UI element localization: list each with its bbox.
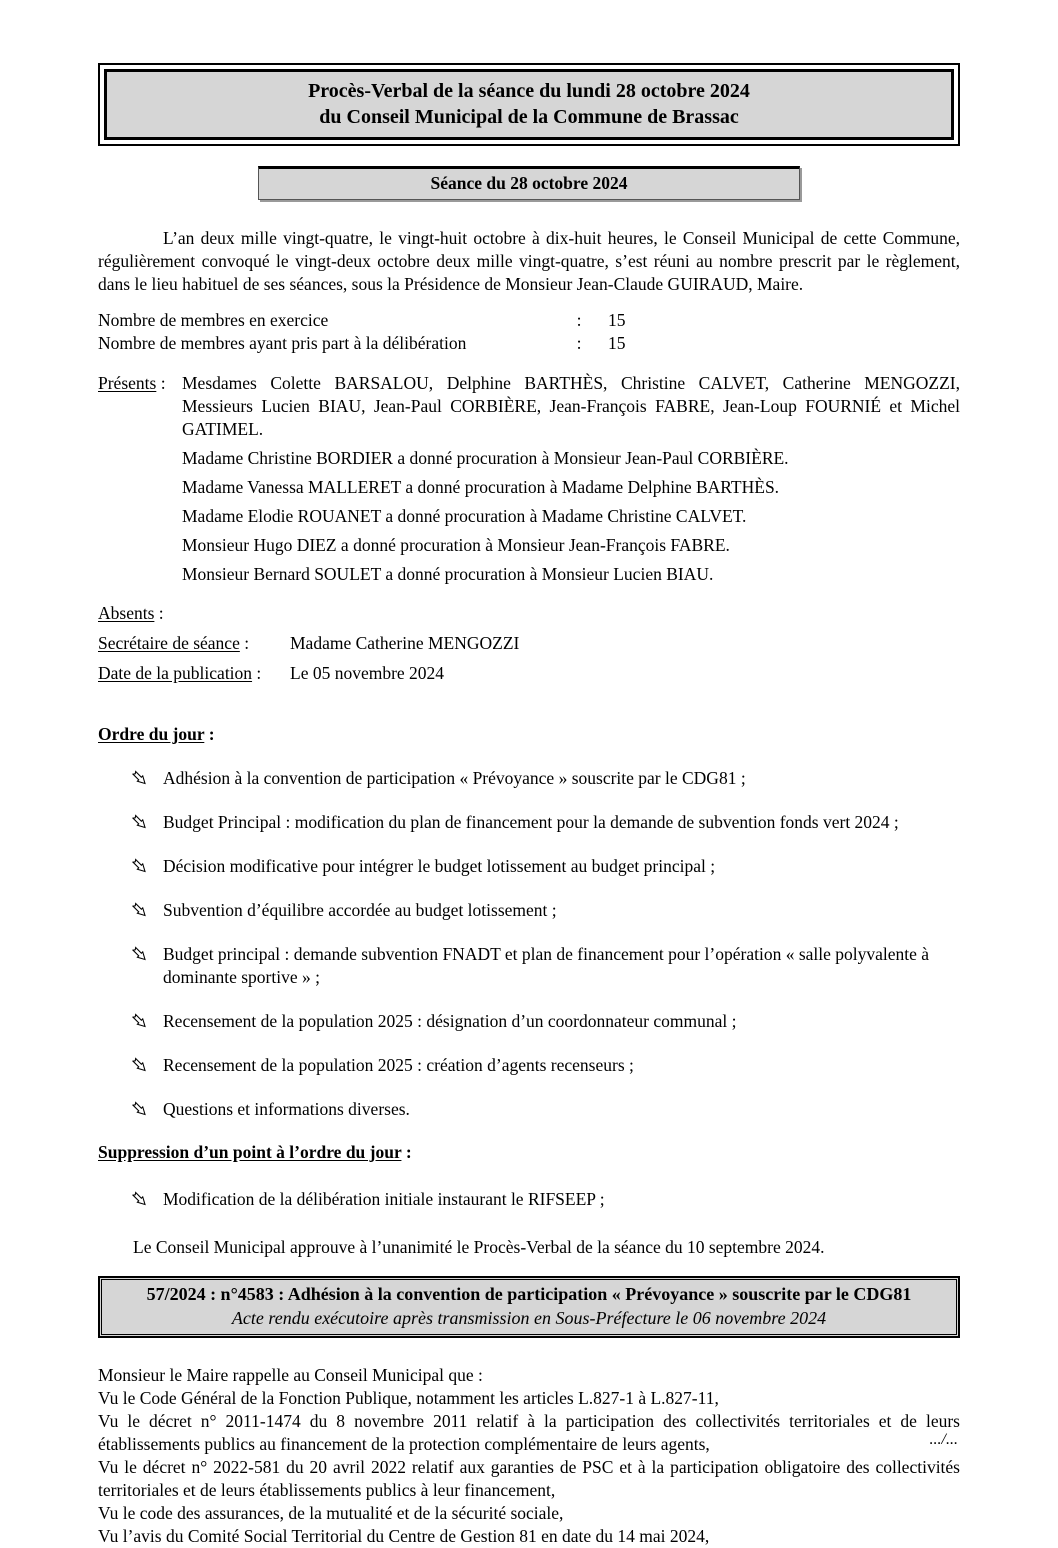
deliberation-title: 57/2024 : n°4583 : Adhésion à la convention de participation « Prévoyance » souscrite par le CDG81 [146,1284,912,1304]
suppression-item-text: Modification de la délibération initiale instaurant le RIFSEEP ; [163,1189,605,1209]
publication-value: Le 05 novembre 2024 [290,663,445,683]
page-continuation-mark: .../... [929,1431,958,1448]
agenda-item-text: Budget principal : demande subvention FNADT et plan de financement pour l’opération « salle polyvalente à dominante sportive » ; [163,944,930,987]
title-box [98,63,960,146]
agenda-item [98,1010,960,1033]
title-box-content [104,69,954,140]
publication-label-wrap [98,662,290,685]
publication-colon: : [252,663,262,683]
presents-names: Mesdames Colette BARSALOU, Delphine BARTHÈS, Christine CALVET, Catherine MENGOZZI, Messieurs Lucien BIAU, Jean-Paul CORBIÈRE, Jean-François FABRE, Jean-Loup FOURNIÉ et Michel GATIMEL. [182,373,960,439]
publication-label: Date de la publication [98,663,253,683]
agenda-heading [98,723,960,746]
hook-arrow-bullet-icon [131,945,147,962]
legal-line: Vu l’avis du Comité Social Territorial du Centre de Gestion 81 en date du 14 mai 2024, [98,1526,710,1546]
secretary-colon: : [239,633,250,653]
publication-date-row [98,662,960,685]
presents-label-text: Présents [98,373,157,393]
agenda-item [98,899,960,922]
suppression-heading-colon: : [401,1142,412,1162]
secretary-label-wrap [98,632,290,655]
members-in-office-row [98,309,960,332]
members-in-office-value: 15 [608,310,626,330]
legal-line: Vu le Code Général de la Fonction Publique, notamment les articles L.827-1 à L.827-11, [98,1388,719,1408]
agenda-item-text: Décision modificative pour intégrer le budget lotissement au budget principal ; [163,856,716,876]
document-title-line1: Procès-Verbal de la séance du lundi 28 octobre 2024 [308,80,750,102]
deliberation-banner [98,1276,960,1338]
agenda-item-text: Recensement de la population 2025 : désignation d’un coordonnateur communal ; [163,1011,737,1031]
agenda-item [98,855,960,878]
agenda-heading-text: Ordre du jour [98,724,205,744]
legal-line: Vu le décret n° 2022-581 du 20 avril 2022 relatif aux garanties de PSC et à la participation obligatoire des collectivités territoriales et de leurs établissements publics à leur financement, [98,1457,960,1500]
hook-arrow-bullet-icon [131,813,147,830]
session-date-banner: Séance du 28 octobre 2024 [258,166,800,200]
deliberation-subtitle: Acte rendu exécutoire après transmission en Sous-Préfecture le 06 novembre 2024 [231,1308,827,1328]
suppression-heading-text: Suppression d’un point à l’ordre du jour [98,1142,402,1162]
deliberation-banner-content [101,1279,957,1335]
colon-separator: : [576,310,582,330]
procuration-line: Madame Christine BORDIER a donné procuration à Monsieur Jean-Paul CORBIÈRE. [182,448,789,468]
agenda-list [98,767,960,1121]
hook-arrow-bullet-icon [131,769,147,786]
agenda-item [98,1054,960,1077]
presents-label [98,372,182,586]
agenda-item-text: Recensement de la population 2025 : création d’agents recenseurs ; [163,1055,634,1075]
hook-arrow-bullet-icon [131,1012,147,1029]
legal-line: Vu le code des assurances, de la mutualité et de la sécurité sociale, [98,1503,564,1523]
agenda-item-text: Subvention d’équilibre accordée au budget lotissement ; [163,900,557,920]
hook-arrow-bullet-icon [131,857,147,874]
secretary-row [98,632,960,655]
absents-row [98,602,960,625]
hook-arrow-bullet-icon [131,901,147,918]
hook-arrow-bullet-icon [131,1056,147,1073]
intro-paragraph: L’an deux mille vingt-quatre, le vingt-huit octobre à dix-huit heures, le Conseil Municipal de cette Commune, régulièrement convoqué le vingt-deux octobre deux mille vingt-quatre, s’est réuni au nombre prescrit par le règlement, dans le lieu habituel de ses séances, sous la Présidence de Monsieur Jean-Claude GUIRAUD, Maire. [98,228,960,294]
presents-label-colon: : [156,373,166,393]
agenda-item [98,1098,960,1121]
legal-block [98,1364,960,1548]
document-title-line2: du Conseil Municipal de la Commune de Brassac [319,106,739,128]
procuration-line: Madame Elodie ROUANET a donné procuration à Madame Christine CALVET. [182,506,747,526]
agenda-item [98,811,960,834]
procuration-line: Monsieur Hugo DIEZ a donné procuration à Monsieur Jean-François FABRE. [182,535,730,555]
procuration-line: Monsieur Bernard SOULET a donné procuration à Monsieur Lucien BIAU. [182,564,714,584]
secretary-label: Secrétaire de séance [98,633,240,653]
absents-colon: : [154,603,164,623]
procuration-line: Madame Vanessa MALLERET a donné procuration à Madame Delphine BARTHÈS. [182,477,780,497]
suppression-heading [98,1141,960,1164]
agenda-item [98,1188,960,1211]
secretary-value: Madame Catherine MENGOZZI [290,633,520,653]
agenda-item-text: Adhésion à la convention de participation « Prévoyance » souscrite par le CDG81 ; [163,768,746,788]
members-deliberating-value: 15 [608,333,626,353]
legal-line: Vu le décret n° 2011-1474 du 8 novembre 2011 relatif à la participation des collectivités territoriales et de leurs établissements publics au financement de la protection complémentaire de leurs agents, [98,1411,960,1454]
hook-arrow-bullet-icon [131,1100,147,1117]
agenda-item-text: Budget Principal : modification du plan de financement pour la demande de subvention fonds vert 2024 ; [163,812,899,832]
absents-label: Absents [98,603,155,623]
agenda-item [98,767,960,790]
members-deliberating-label: Nombre de membres ayant pris part à la délibération [98,333,467,353]
presents-block [98,372,960,586]
colon-separator: : [576,333,582,353]
hook-arrow-bullet-icon [131,1190,147,1207]
members-deliberating-row [98,332,960,355]
legal-line: Monsieur le Maire rappelle au Conseil Municipal que : [98,1365,483,1385]
agenda-item [98,943,960,989]
agenda-item-text: Questions et informations diverses. [163,1099,410,1119]
agenda-heading-colon: : [204,724,215,744]
approval-paragraph: Le Conseil Municipal approuve à l’unanimité le Procès-Verbal de la séance du 10 septembre 2024. [133,1237,825,1257]
presents-content [182,372,960,586]
suppression-list [98,1188,960,1211]
members-count-block [98,309,960,355]
members-in-office-label: Nombre de membres en exercice [98,310,329,330]
